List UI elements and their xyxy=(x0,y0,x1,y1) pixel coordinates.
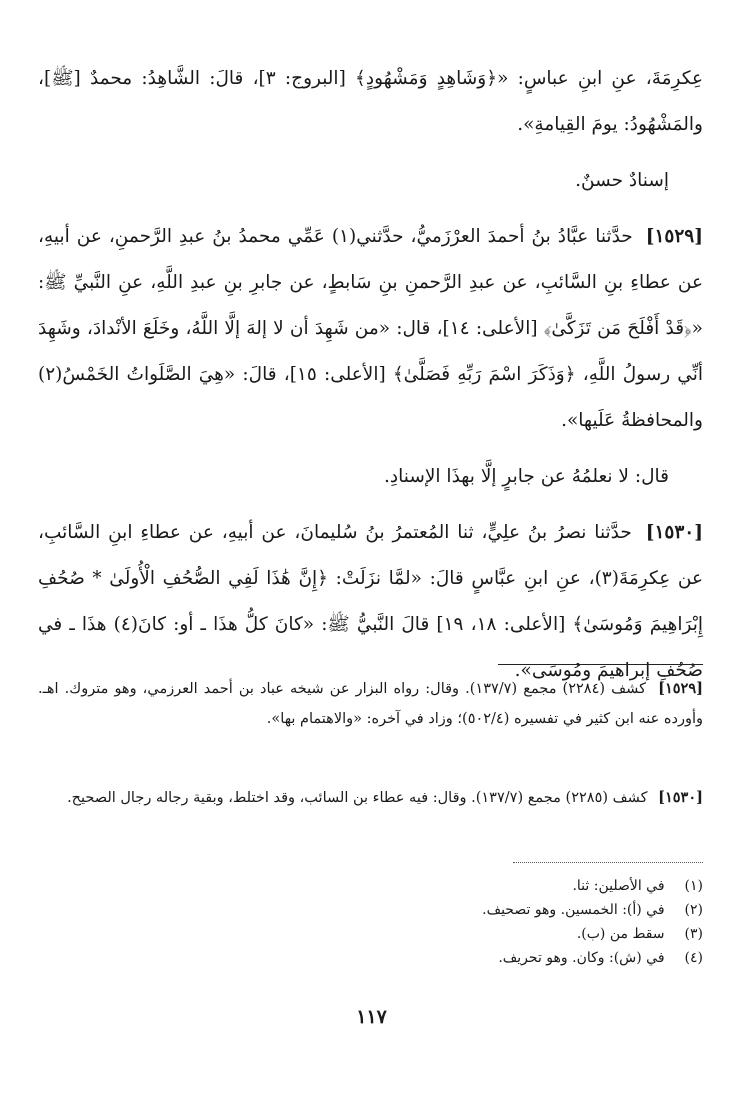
takhrij-number: [١٥٣٠] xyxy=(658,789,703,806)
footnote-divider xyxy=(513,862,703,863)
footnote-text: سقط من (ب). xyxy=(576,926,665,942)
footnote-item xyxy=(38,898,703,922)
hadith-1529 xyxy=(38,214,703,444)
footnote-item xyxy=(38,946,703,970)
hadith-1530 xyxy=(38,510,703,694)
footnote-item xyxy=(38,922,703,946)
section-divider xyxy=(498,664,703,665)
footnotes-list xyxy=(38,874,703,970)
paragraph-bazzar-comment: قال: لا نعلمُهُ عن جابرٍ إلَّا بهذَا الإسنادِ. xyxy=(384,466,669,487)
footnote-number: (٣) xyxy=(684,926,703,942)
hadith-number: [١٥٢٩] xyxy=(645,226,703,247)
paragraph-hadith-continuation: عِكرِمَةَ، عنِ ابنِ عباسٍ: «﴿وَشَاهِدٍ وَمَشْهُودٍ﴾ [البروج: ٣]، قالَ: الشَّاهِدُ: محمدٌ [ﷺ]، والمَشْهُودُ: يومَ القِيامةِ». xyxy=(38,68,704,135)
takhrij-number: [١٥٢٩] xyxy=(658,680,703,697)
takhrij-1529 xyxy=(38,674,703,734)
takhrij-text: كشف (٢٢٨٥) مجمع (١٣٧/٧). وقال: فيه عطاء بن السائب، وقد اختلط، وبقية رجاله رجال الصحيح. xyxy=(67,790,648,806)
takhrij-1530 xyxy=(38,783,703,813)
footnote-text: في الأصلين: ثنا. xyxy=(572,878,665,894)
footnote-text: في (أ): الخمسين. وهو تصحيف. xyxy=(482,902,665,918)
takhrij-text: كشف (٢٢٨٤) مجمع (١٣٧/٧). وقال: رواه البزار عن شيخه عباد بن أحمد العرزمي، وهو متروك. اهـ. وأورده عنه ابن كثير في تفسيره (٥٠٢/٤)؛ وزاد في آخره: «والاهتمام بها». xyxy=(38,681,703,727)
hadith-text: حدَّثنا عبَّادُ بنُ أحمدَ العرْزَميُّ، حدَّثني(١) عَمِّي محمدُ بنُ عبدِ الرَّحمنِ، عن أبيهِ، عن عطاءِ بنِ السَّائبِ، عن عبدِ الرَّحمنِ بنِ سَابطٍ، عن جابرِ بنِ عبدِ اللَّهِ، عنِ النَّبيِّ ﷺ: «﴿قَدْ أَفْلَحَ مَن تَزَكَّىٰ﴾ [الأعلى: ١٤]، قال: «من شَهِدَ أن لا إلهَ إلَّا اللَّهُ، وخَلَعَ الأنْدادَ، وشَهِدَ أنِّي رسولُ اللَّهِ، ﴿وَذَكَرَ اسْمَ رَبِّهِ فَصَلَّىٰ﴾ [الأعلى: ١٥]، قالَ: «هِيَ الصَّلَواتُ الخَمْسُ(٢) والمحافظةُ عَلَيها». xyxy=(38,226,703,431)
footnote-number: (٢) xyxy=(684,902,703,918)
page-number: ١١٧ xyxy=(356,1006,387,1028)
footnote-text: في (ش): وكان. وهو تحريف. xyxy=(498,950,665,966)
footnote-item xyxy=(38,874,703,898)
hadith-number: [١٥٣٠] xyxy=(645,522,703,543)
hadith-text: حدَّثنا نصرُ بنُ علِيٍّ، ثنا المُعتمرُ بنُ سُليمانَ، عن أبيهِ، عن عطاءِ ابنِ السَّائبِ، عن عِكرِمَةَ(٣)، عنِ ابنِ عبَّاسٍ قالَ: «لمَّا نزَلَتْ: ﴿إِنَّ هَٰذَا لَفِي الصُّحُفِ الْأُولَىٰ * صُحُفِ إِبْرَاهِيمَ وَمُوسَىٰ﴾ [الأعلى: ١٨، ١٩] قالَ النَّبيُّ ﷺ: «كانَ كلُّ هذَا ـ أو: كانَ(٤) هذَا ـ في صُحُفِ إبراهيمَ ومُوسَى». xyxy=(38,522,703,681)
paragraph-isnad-grade: إسنادٌ حسنٌ. xyxy=(575,170,669,191)
footnote-number: (١) xyxy=(684,878,703,894)
main-text xyxy=(38,56,703,704)
footnote-number: (٤) xyxy=(684,950,703,966)
